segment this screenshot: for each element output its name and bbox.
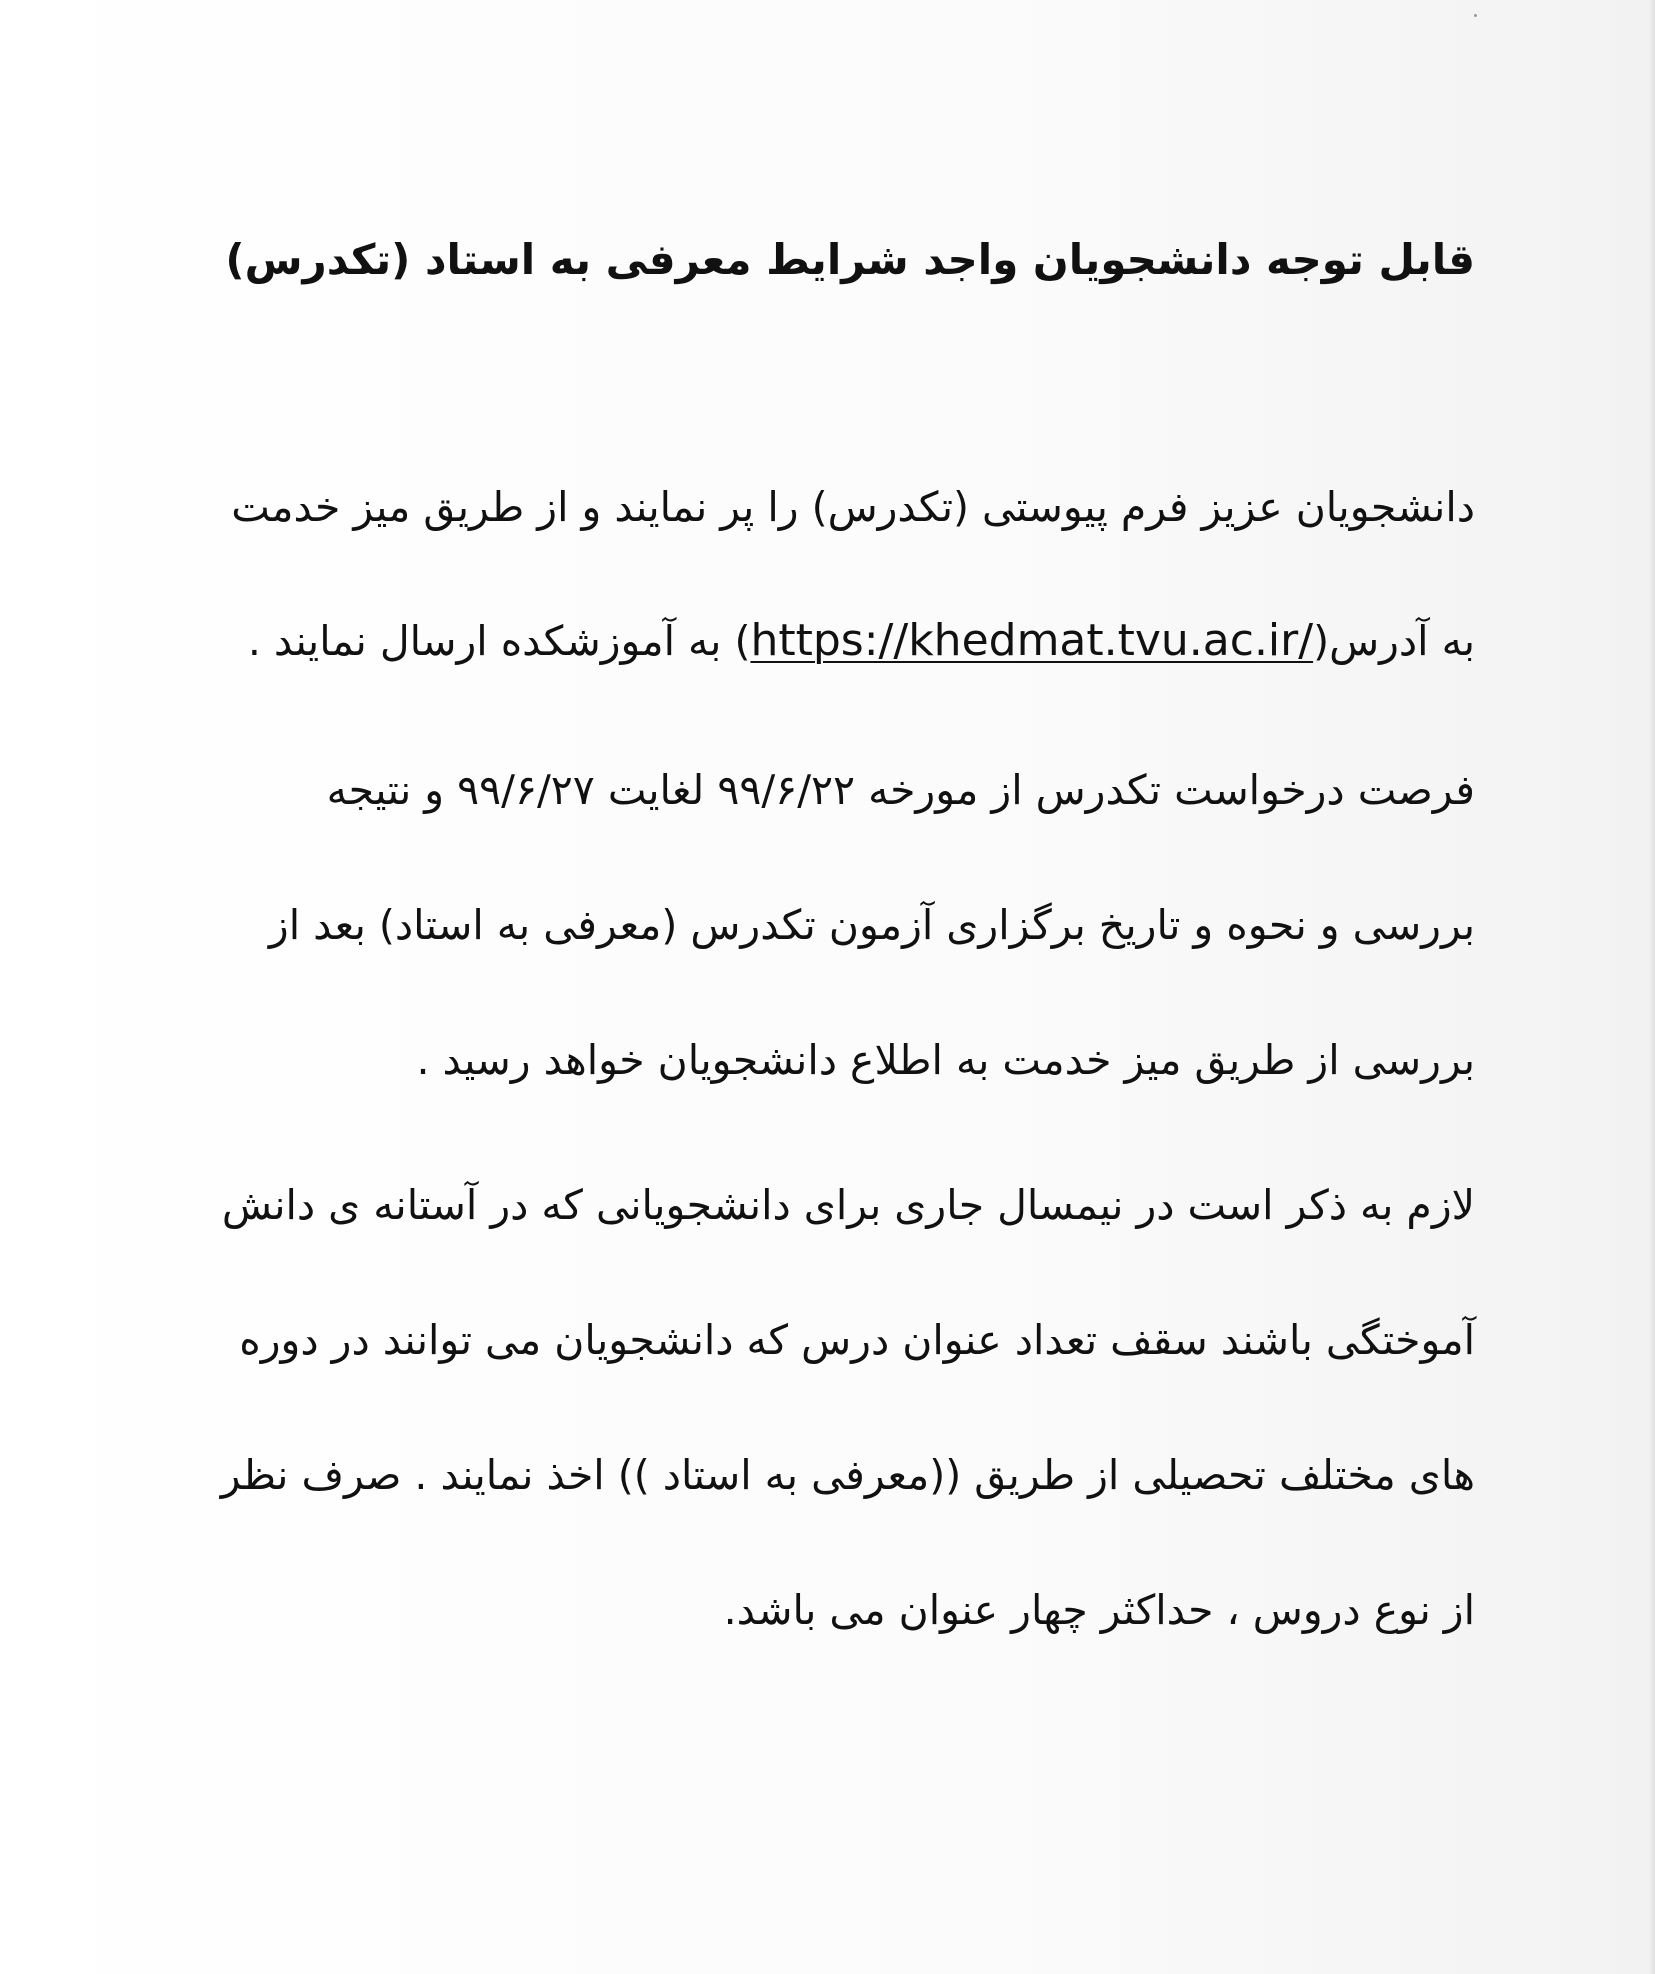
paragraph3-line4: از نوع دروس ، حداکثر چهار عنوان می باشد.	[723, 1586, 1475, 1634]
address-prefix: به آدرس(	[1313, 617, 1475, 665]
paragraph3-line2: آموختگی باشند سقف تعداد عنوان درس که دانشجویان می توانند در دوره	[239, 1316, 1475, 1364]
paragraph3-line1: لازم به ذکر است در نیمسال جاری برای دانشجویانی که در آستانه ی دانش	[221, 1181, 1475, 1229]
page-edge-shadow	[1649, 0, 1655, 1974]
document-title: قابل توجه دانشجویان واجد شرایط معرفی به استاد (تکدرس)	[225, 235, 1475, 284]
khedmat-link[interactable]: https://khedmat.tvu.ac.ir/	[750, 615, 1314, 666]
paragraph2-line2: بررسی و نحوه و تاریخ برگزاری آزمون تکدرس (معرفی به استاد) بعد از	[268, 901, 1475, 949]
paragraph1-line2	[248, 611, 1475, 671]
paragraph2-line1: فرصت درخواست تکدرس از مورخه ۹۹/۶/۲۲ لغایت ۹۹/۶/۲۷ و نتیجه	[326, 766, 1475, 814]
paragraph2-line3: بررسی از طریق میز خدمت به اطلاع دانشجویان خواهد رسید .	[416, 1036, 1475, 1084]
scan-speck	[1474, 14, 1477, 17]
paragraph1-line1: دانشجویان عزیز فرم پیوستی (تکدرس) را پر نمایند و از طریق میز خدمت	[231, 483, 1475, 531]
address-suffix: ) به آموزشکده ارسال نمایند .	[247, 617, 751, 665]
paragraph3-line3: های مختلف تحصیلی از طریق ((معرفی به استاد )) اخذ نمایند . صرف نظر	[220, 1451, 1475, 1499]
